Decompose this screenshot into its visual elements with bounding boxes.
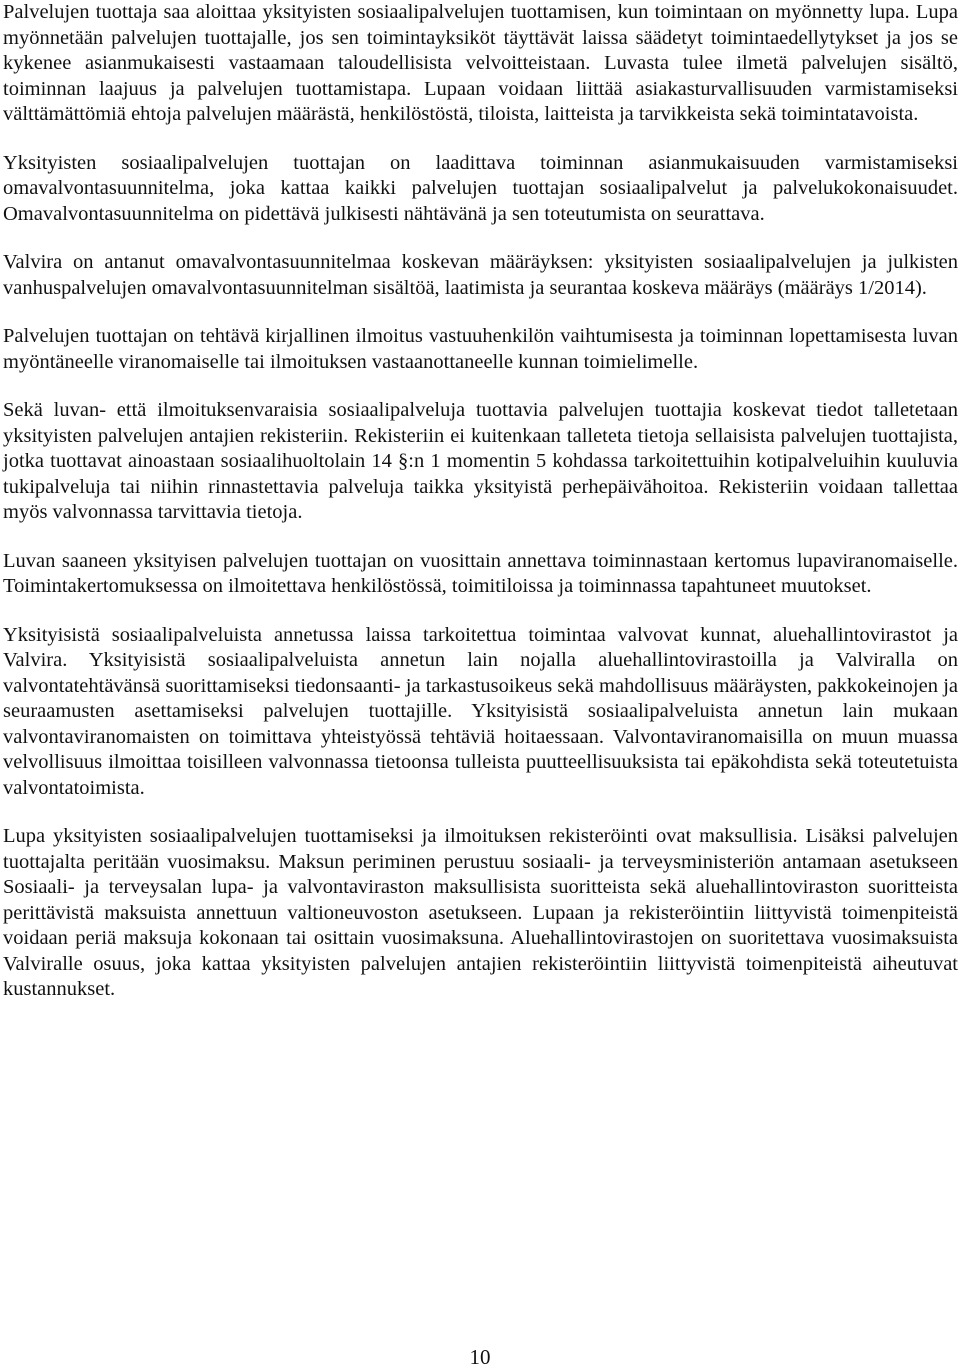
paragraph-self-monitoring-plan: Yksityisten sosiaalipalvelujen tuottajan on laadittava toiminnan asianmukaisuuden varmistamiseksi omavalvontasuunnitelma, joka kattaa kaikki palvelujen tuottajan sosiaalipalvelut ja palvelukokonaisuudet. Omavalvontasuunnitelma on pidettävä julkisesti nähtävänä ja sen toteutumista on seurattava. <box>3 151 958 225</box>
paragraph-valvira-regulation: Valvira on antanut omavalvontasuunnitelmaa koskevan määräyksen: yksityisten sosiaalipalvelujen ja julkisten vanhuspalvelujen omavalvontasuunnitelman sisältöä, laatimista ja seurantaa koskeva määräys (määräys 1/2014). <box>3 251 958 299</box>
paragraph-supervision: Yksityisistä sosiaalipalveluista annetussa laissa tarkoitettua toimintaa valvovat kunnat, aluehallintovirastot ja Valvira. Yksityisistä sosiaalipalveluista annetun lain nojalla aluehallintovirastoilla ja Valviralla on valvontatehtävänsä suorittamiseksi tiedonsaanti- ja tarkastusoikeus sekä mahdollisuus määräysten, pakkokeinojen ja seuraamusten asettamiseksi palvelujen tuottajille. Yksityisistä sosiaalipalveluista annetun lain mukaan valvontaviranomaisten on toimittava yhteistyössä tehtäviä hoitaessaan. Valvontaviranomaisilla on muun muassa velvollisuus ilmoittaa toisilleen valvonnassa tietoonsa tulleista puutteellisuuksista tai epäkohdista sekä toteutetuista valvontatoimista. <box>3 623 958 799</box>
paragraph-fees: Lupa yksityisten sosiaalipalvelujen tuottamiseksi ja ilmoituksen rekisteröinti ovat maksullisia. Lisäksi palvelujen tuottajalta peritään vuosimaksu. Maksun periminen perustuu sosiaali- ja terveysministeriön antamaan asetukseen Sosiaali- ja terveysalan lupa- ja valvontaviraston maksullisista suoritteista sekä aluehallintoviraston suoritteista perittävistä maksuista annettuun valtioneuvoston asetukseen. Lupaan ja rekisteröintiin liittyvistä toimenpiteistä voidaan periä maksuja kokonaan tai osittain vuosimaksuna. Aluehallintovirastojen on suoritettava vuosimaksuista Valviralle osuus, joka kattaa yksityisten palvelujen antajien rekisteröintiin liittyvistä toimenpiteistä aiheutuvat kustannukset. <box>3 825 958 1000</box>
page-number: 10 <box>469 1345 491 1369</box>
paragraph-register: Sekä luvan- että ilmoituksenvaraisia sosiaalipalveluja tuottavia palvelujen tuottajia koskevat tiedot talletetaan yksityisten palvelujen antajien rekisteriin. Rekisteriin ei kuitenkaan talleteta tietoja sellaisista palvelujen tuottajista, jotka tuottavat ainoastaan sosiaalihuoltolain 14 §:n 1 momentin 5 kohdassa tarkoitettuihin kotipalveluihin kuuluvia tukipalveluja tai niihin rinnastettavia palveluja taikka yksityistä perhepäivähoitoa. Rekisteriin voidaan tallettaa myös valvonnassa tarvittavia tietoja. <box>3 399 958 523</box>
paragraph-notification-duty: Palvelujen tuottajan on tehtävä kirjallinen ilmoitus vastuuhenkilön vaihtumisesta ja toiminnan lopettamisesta luvan myöntäneelle viranomaiselle tai ilmoituksen vastaanottaneelle kunnan toimielimelle. <box>3 325 958 373</box>
paragraph-license-requirements: Palvelujen tuottaja saa aloittaa yksityisten sosiaalipalvelujen tuottamisen, kun toimintaan on myönnetty lupa. Lupa myönnetään palvelujen tuottajalle, jos sen toimintayksiköt täyttävät laissa säädetyt toimintaedellytykset ja jos se kykenee asianmukaisesti vastaamaan taloudellisista velvoitteistaan. Luvasta tulee ilmetä palvelujen sisältö, toiminnan laajuus ja palvelujen tuottamistapa. Lupaan voidaan liittää asiakasturvallisuuden varmistamiseksi välttämättömiä ehtoja palvelujen määrästä, henkilöstöstä, tiloista, laitteista ja tarvikkeista sekä toimintatavoista. <box>3 1 958 125</box>
document-body <box>3 0 958 1026</box>
paragraph-annual-report: Luvan saaneen yksityisen palvelujen tuottajan on vuosittain annettava toiminnastaan kertomus lupaviranomaiselle. Toimintakertomuksessa on ilmoitettava henkilöstössä, toimitiloissa ja toiminnassa tapahtuneet muutokset. <box>3 549 958 597</box>
